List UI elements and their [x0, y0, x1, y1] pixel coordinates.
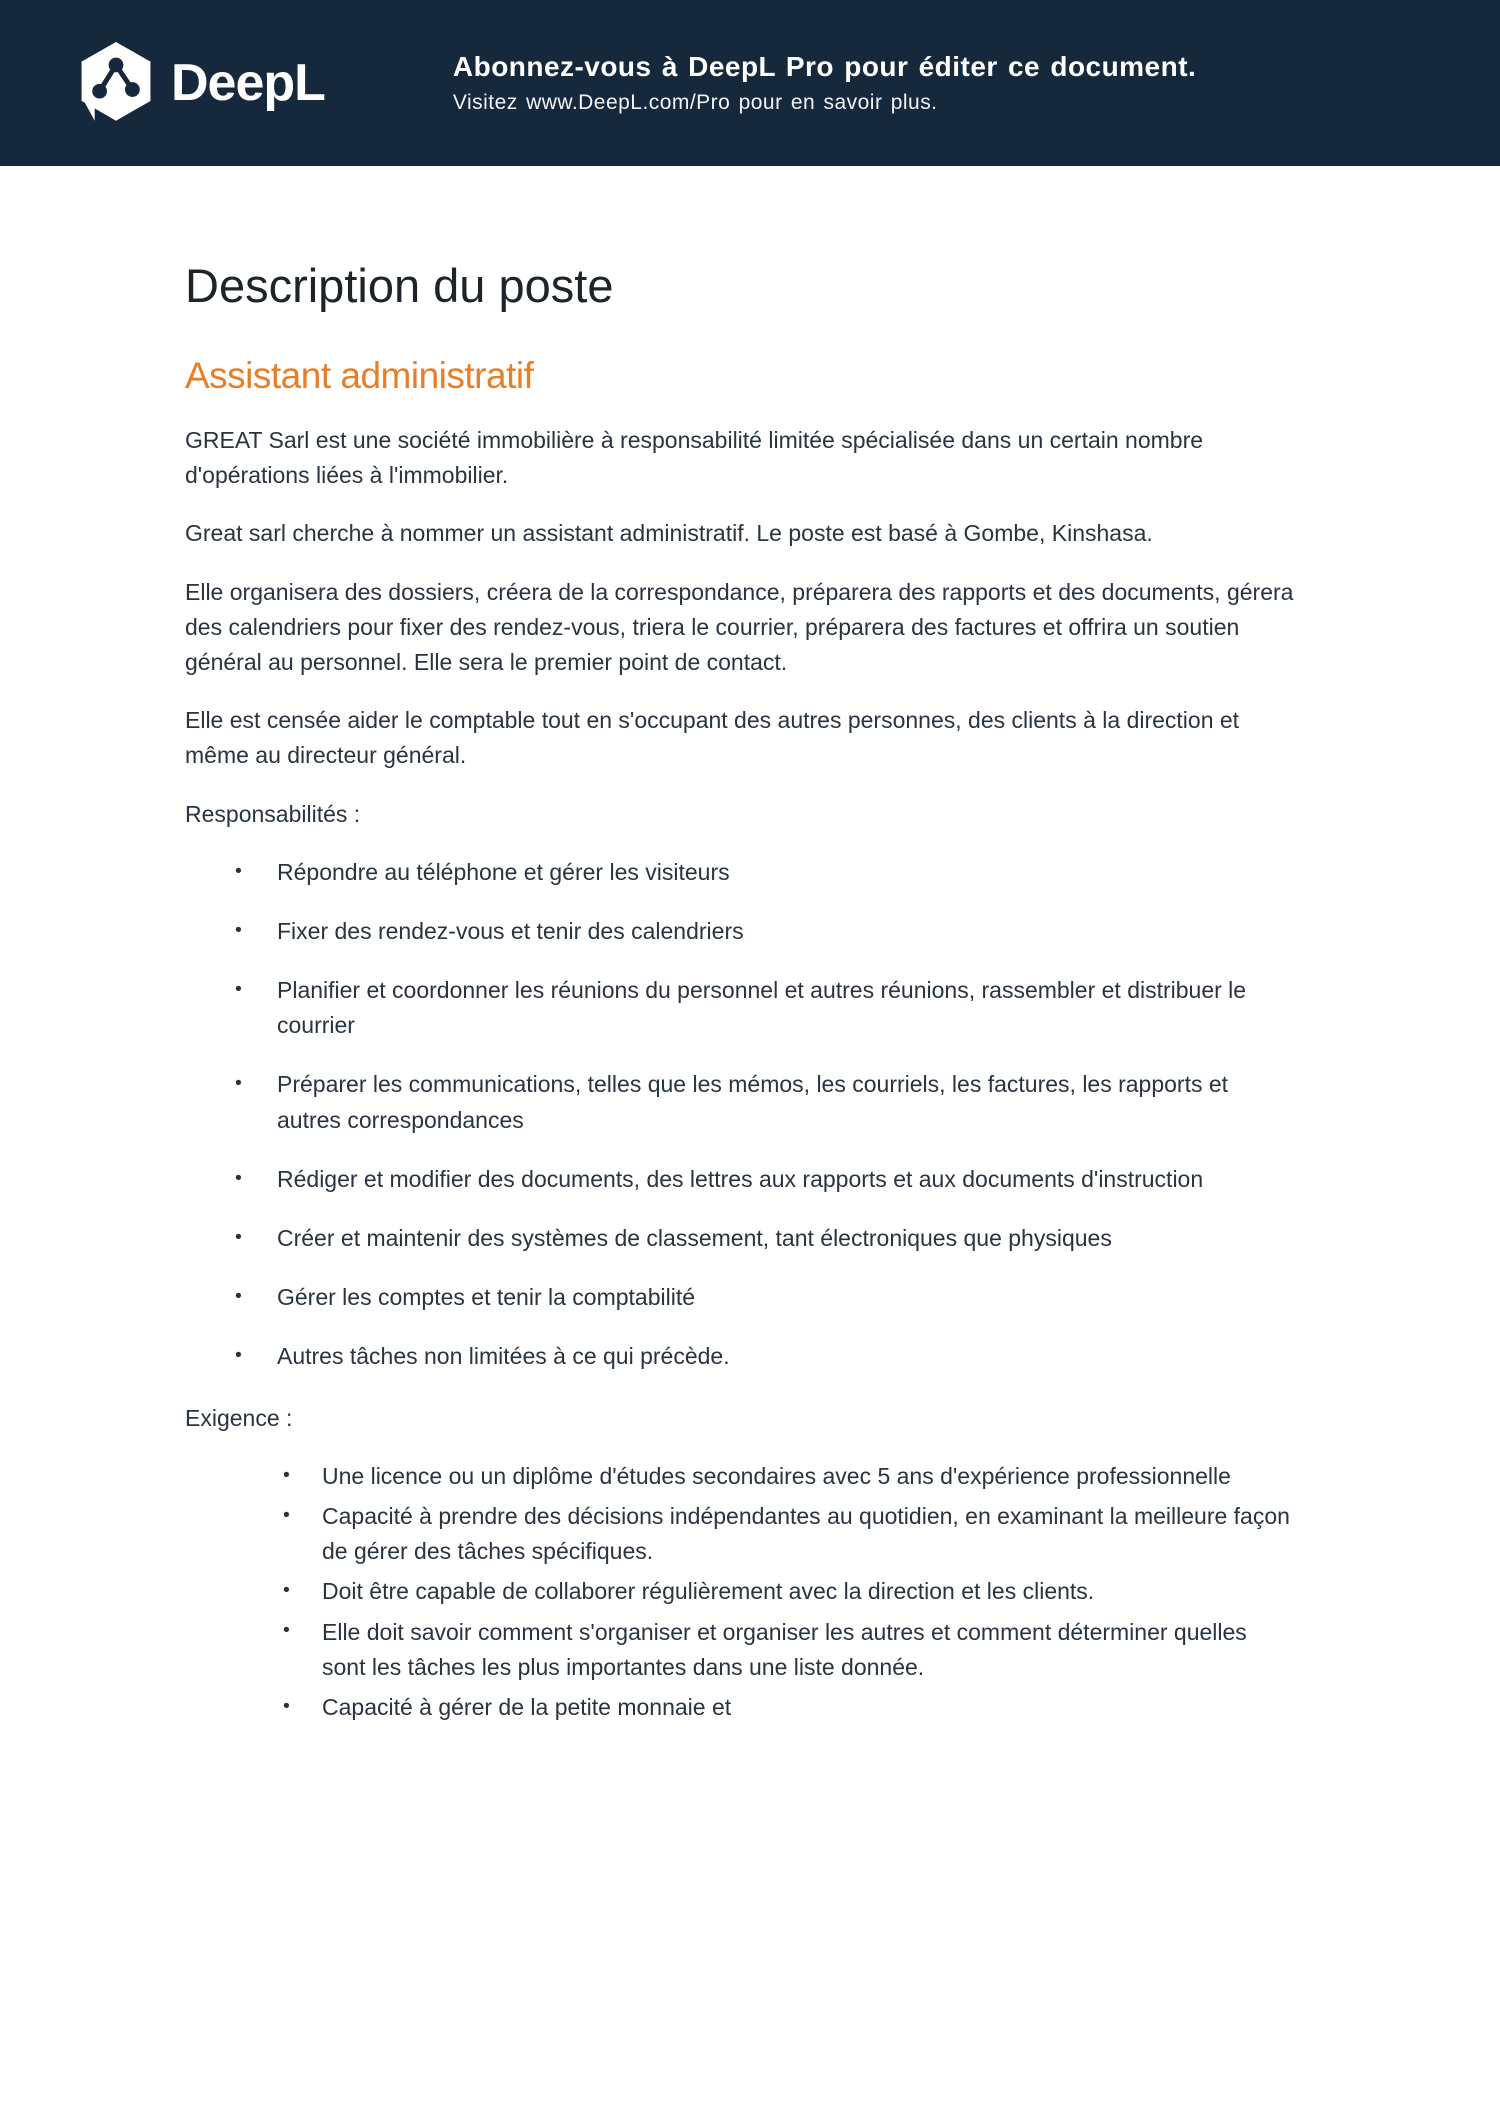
- document-title: Description du poste: [185, 259, 614, 312]
- responsibility-item: • Préparer les communications, telles que les mémos, les courriels, les factures, les rapports et autres correspondances: [235, 1067, 1295, 1137]
- paragraph: Great sarl cherche à nommer un assistant administratif. Le poste est basé à Gombe, Kinshasa.: [185, 520, 1153, 547]
- paragraph: GREAT Sarl est une société immobilière à responsabilité limitée spécialisée dans un certain nombre d'opérations liées à l'immobilier.: [185, 427, 1204, 489]
- requirement-item: • Elle doit savoir comment s'organiser et organiser les autres et comment déterminer quelles sont les tâches les plus importantes dans une liste donnée.: [283, 1615, 1295, 1685]
- paragraph: Elle est censée aider le comptable tout en s'occupant des autres personnes, des clients à la direction et même au directeur général.: [185, 707, 1240, 769]
- job-title: Assistant administratif: [185, 355, 534, 396]
- responsibility-item: • Autres tâches non limitées à ce qui précède.: [235, 1339, 1295, 1374]
- deepl-wordmark: DeepL: [171, 54, 325, 112]
- requirement-item: • Doit être capable de collaborer régulièrement avec la direction et les clients.: [283, 1574, 1295, 1609]
- document-page: [0, 166, 1500, 1725]
- requirement-item: • Capacité à prendre des décisions indépendantes au quotidien, en examinant la meilleure façon de gérer des tâches spécifiques.: [283, 1499, 1295, 1569]
- responsibility-item: • Créer et maintenir des systèmes de classement, tant électroniques que physiques: [235, 1221, 1295, 1256]
- responsibility-item: • Gérer les comptes et tenir la comptabilité: [235, 1280, 1295, 1315]
- banner-title: Abonnez-vous à DeepL Pro pour éditer ce document.: [452, 51, 1197, 82]
- requirements-list: [283, 1459, 1295, 1725]
- deepl-logo: [75, 40, 325, 126]
- responsibilities-list: [235, 855, 1295, 1375]
- deepl-banner: [0, 0, 1500, 166]
- paragraph: Elle organisera des dossiers, créera de la correspondance, préparera des rapports et des documents, gérera des calendriers pour fixer des rendez-vous, triera le courrier, préparera des factures et offrira un soutien général au personnel. Elle sera le premier point de contact.: [185, 578, 1294, 675]
- responsibility-item: • Rédiger et modifier des documents, des lettres aux rapports et aux documents d'instruction: [235, 1162, 1295, 1197]
- requirement-item: • Capacité à gérer de la petite monnaie et: [283, 1690, 1295, 1725]
- responsibility-item: • Répondre au téléphone et gérer les visiteurs: [235, 855, 1295, 890]
- deepl-hexagon-icon: [75, 40, 157, 126]
- responsibility-item: • Planifier et coordonner les réunions du personnel et autres réunions, rassembler et distribuer le courrier: [235, 973, 1295, 1043]
- requirement-item: • Une licence ou un diplôme d'études secondaires avec 5 ans d'expérience professionnelle: [283, 1459, 1295, 1494]
- responsibilities-label: Responsabilités :: [185, 800, 361, 827]
- intro-paragraphs: [185, 423, 1295, 774]
- responsibility-item: • Fixer des rendez-vous et tenir des calendriers: [235, 914, 1295, 949]
- banner-subtitle: Visitez www.DeepL.com/Pro pour en savoir plus.: [452, 91, 938, 114]
- requirements-label: Exigence :: [185, 1404, 293, 1431]
- banner-copy: [453, 51, 1196, 115]
